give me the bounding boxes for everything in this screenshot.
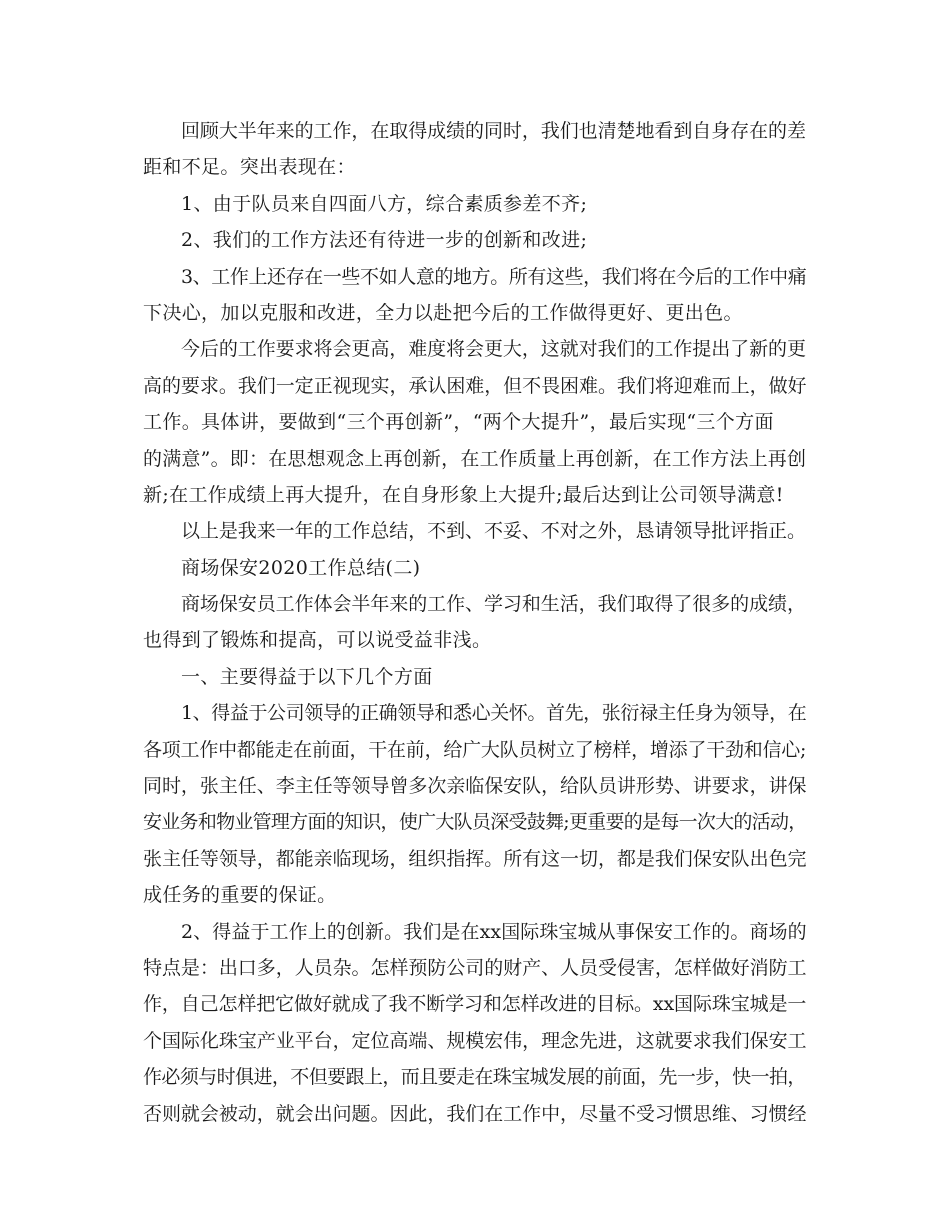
text-line: 成任务的重要的保证。 — [143, 884, 337, 907]
text-line: 高的要求。我们一定正视现实，承认困难，但不畏困难。我们将迎难而上，做好 — [143, 374, 807, 397]
text-line: 的满意”。即：在思想观念上再创新，在工作质量上再创新，在工作方法上再创 — [143, 447, 807, 470]
text-line: 张主任等领导，都能亲临现场，组织指挥。所有这一切，都是我们保安队出色完 — [143, 847, 807, 870]
text-line: 以上是我来一年的工作总结，不到、不妥、不对之外，恳请领导批评指正。 — [181, 520, 806, 543]
text-line: 3、工作上还存在一些不如人意的地方。所有这些，我们将在今后的工作中痛 — [181, 265, 807, 288]
text-line: 作必须与时俱进，不但要跟上，而且要走在珠宝城发展的前面，先一步，快一拍， — [143, 1066, 806, 1089]
text-line: 同时，张主任、李主任等领导曾多次亲临保安队，给队员讲形势、讲要求，讲保 — [143, 775, 807, 798]
text-line: 也得到了锻炼和提高，可以说受益非浅。 — [143, 629, 492, 652]
document-body — [143, 113, 808, 1132]
text-line: 今后的工作要求将会更高，难度将会更大，这就对我们的工作提出了新的更 — [181, 338, 806, 361]
text-line: 回顾大半年来的工作，在取得成绩的同时，我们也清楚地看到自身存在的差 — [181, 120, 806, 142]
text-line: 2、我们的工作方法还有待进一步的创新和改进; — [181, 229, 588, 252]
text-line: 1、由于队员来自四面八方，综合素质参差不齐; — [181, 192, 588, 215]
text-line: 距和不足。突出表现在： — [143, 156, 356, 179]
text-line: 特点是：出口多，人员杂。怎样预防公司的财产、人员受侵害，怎样做好消防工 — [143, 956, 807, 979]
text-line: 各项工作中都能走在前面，干在前，给广大队员树立了榜样，增添了干劲和信心; — [143, 738, 807, 761]
text-line: 下决心，加以克服和改进，全力以赴把今后的工作做得更好、更出色。 — [143, 301, 743, 324]
text-line: 新;在工作成绩上再大提升，在自身形象上大提升;最后达到让公司领导满意! — [143, 483, 784, 506]
text-line: 否则就会被动，就会出问题。因此，我们在工作中，尽量不受习惯思维、习惯经 — [143, 1102, 807, 1125]
text-line: 1、得益于公司领导的正确领导和悉心关怀。首先，张衍禄主任身为领导，在 — [181, 702, 807, 725]
text-line: 作，自己怎样把它做好就成了我不断学习和怎样改进的目标。xx国际珠宝城是一 — [143, 993, 807, 1016]
text-line: 安业务和物业管理方面的知识，使广大队员深受鼓舞;更重要的是每一次大的活动， — [143, 811, 807, 834]
text-line: 商场保安2020工作总结(二) — [181, 556, 421, 579]
text-line: 商场保安员工作体会半年来的工作、学习和生活，我们取得了很多的成绩， — [181, 593, 806, 616]
text-line: 工作。具体讲，要做到“三个再创新”，“两个大提升”，最后实现“三个方面 — [143, 411, 774, 434]
text-line: 个国际化珠宝产业平台，定位高端、规模宏伟，理念先进，这就要求我们保安工 — [143, 1029, 807, 1052]
text-line: 2、得益于工作上的创新。我们是在xx国际珠宝城从事保安工作的。商场的 — [181, 920, 807, 943]
text-line: 一、主要得益于以下几个方面 — [181, 665, 433, 688]
